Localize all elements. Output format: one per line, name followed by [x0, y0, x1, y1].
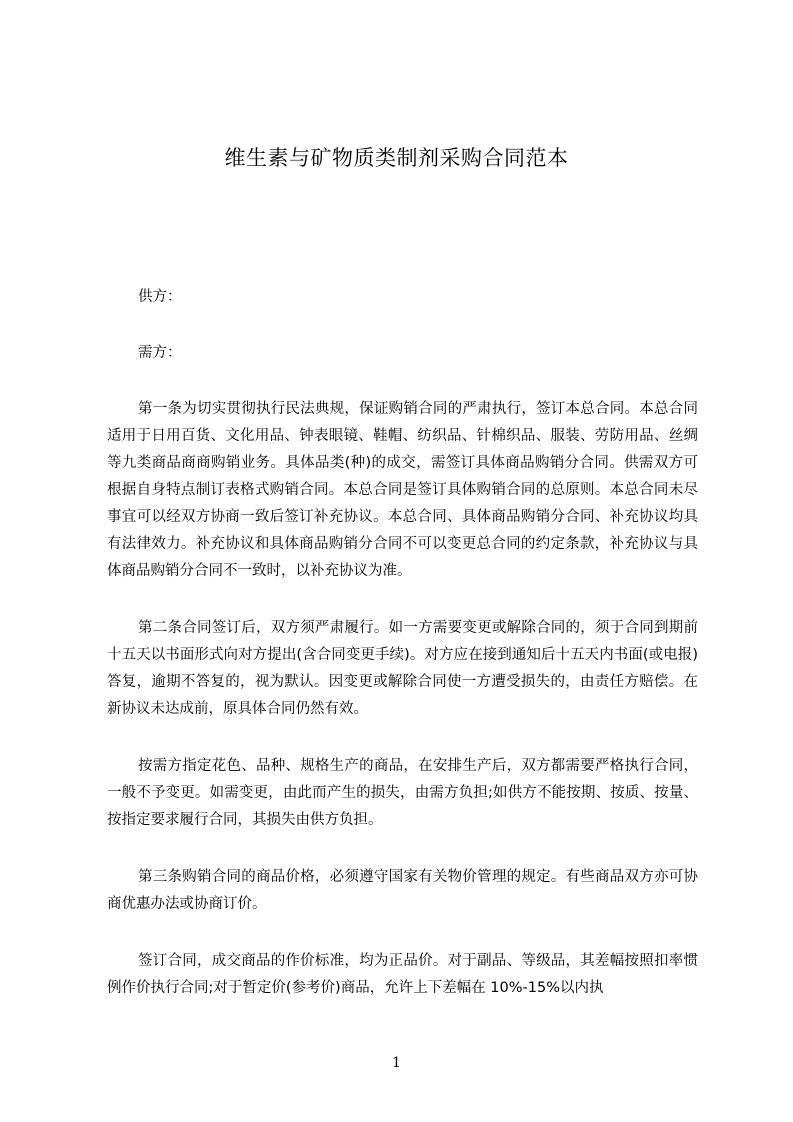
specified-goods-paragraph: 按需方指定花色、品种、规格生产的商品，在安排生产后，双方都需要严格执行合同，一般不予变更。如需变更，由此而产生的损失，由需方负担;如供方不能按期、按质、按量、按指定要求履行合同，其损失由供方负担。 — [107, 758, 698, 828]
supplier-line: 供方： — [138, 289, 182, 305]
document-body — [107, 284, 698, 1032]
buyer-line: 需方： — [138, 345, 182, 361]
article-2-paragraph: 第二条合同签订后，双方须严肃履行。如一方需要变更或解除合同的，须于合同到期前十五天以书面形式向对方提出(含合同变更手续)。对方应在接到通知后十五天内书面(或电报)答复，逾期不答复的，视为默认。因变更或解除合同使一方遭受损失的，由责任方赔偿。在新协议未达成前，原具体合同仍然有效。 — [107, 620, 698, 717]
article-3-paragraph: 第三条购销合同的商品价格，必须遵守国家有关物价管理的规定。有些商品双方亦可协商优惠办法或协商订价。 — [107, 869, 698, 912]
page-number: 1 — [392, 1055, 401, 1071]
document-title: 维生素与矿物质类制剂采购合同范本 — [224, 146, 569, 170]
pricing-standard-paragraph: 签订合同，成交商品的作价标准，均为正品价。对于副品、等级品，其差幅按照扣率惯例作价执行合同;对于暂定价(参考价)商品，允许上下差幅在 10%-15%以内执 — [107, 953, 698, 996]
article-1-paragraph: 第一条为切实贯彻执行民法典规，保证购销合同的严肃执行，签订本总合同。本总合同适用于日用百货、文化用品、钟表眼镜、鞋帽、纺织品、针棉织品、服装、劳防用品、丝绸等九类商品商商购销业务。具体品类(种)的成交，需签订具体商品购销分合同。供需双方可根据自身特点制订表格式购销合同。本总合同是签订具体购销合同的总原则。本总合同未尽事宜可以经双方协商一致后签订补充协议。本总合同、具体商品购销分合同、补充协议均具有法律效力。补充协议和具体商品购销分合同不可以变更总合同的约定条款，补充协议与具体商品购销分合同不一致时，以补充协议为准。 — [107, 401, 698, 579]
